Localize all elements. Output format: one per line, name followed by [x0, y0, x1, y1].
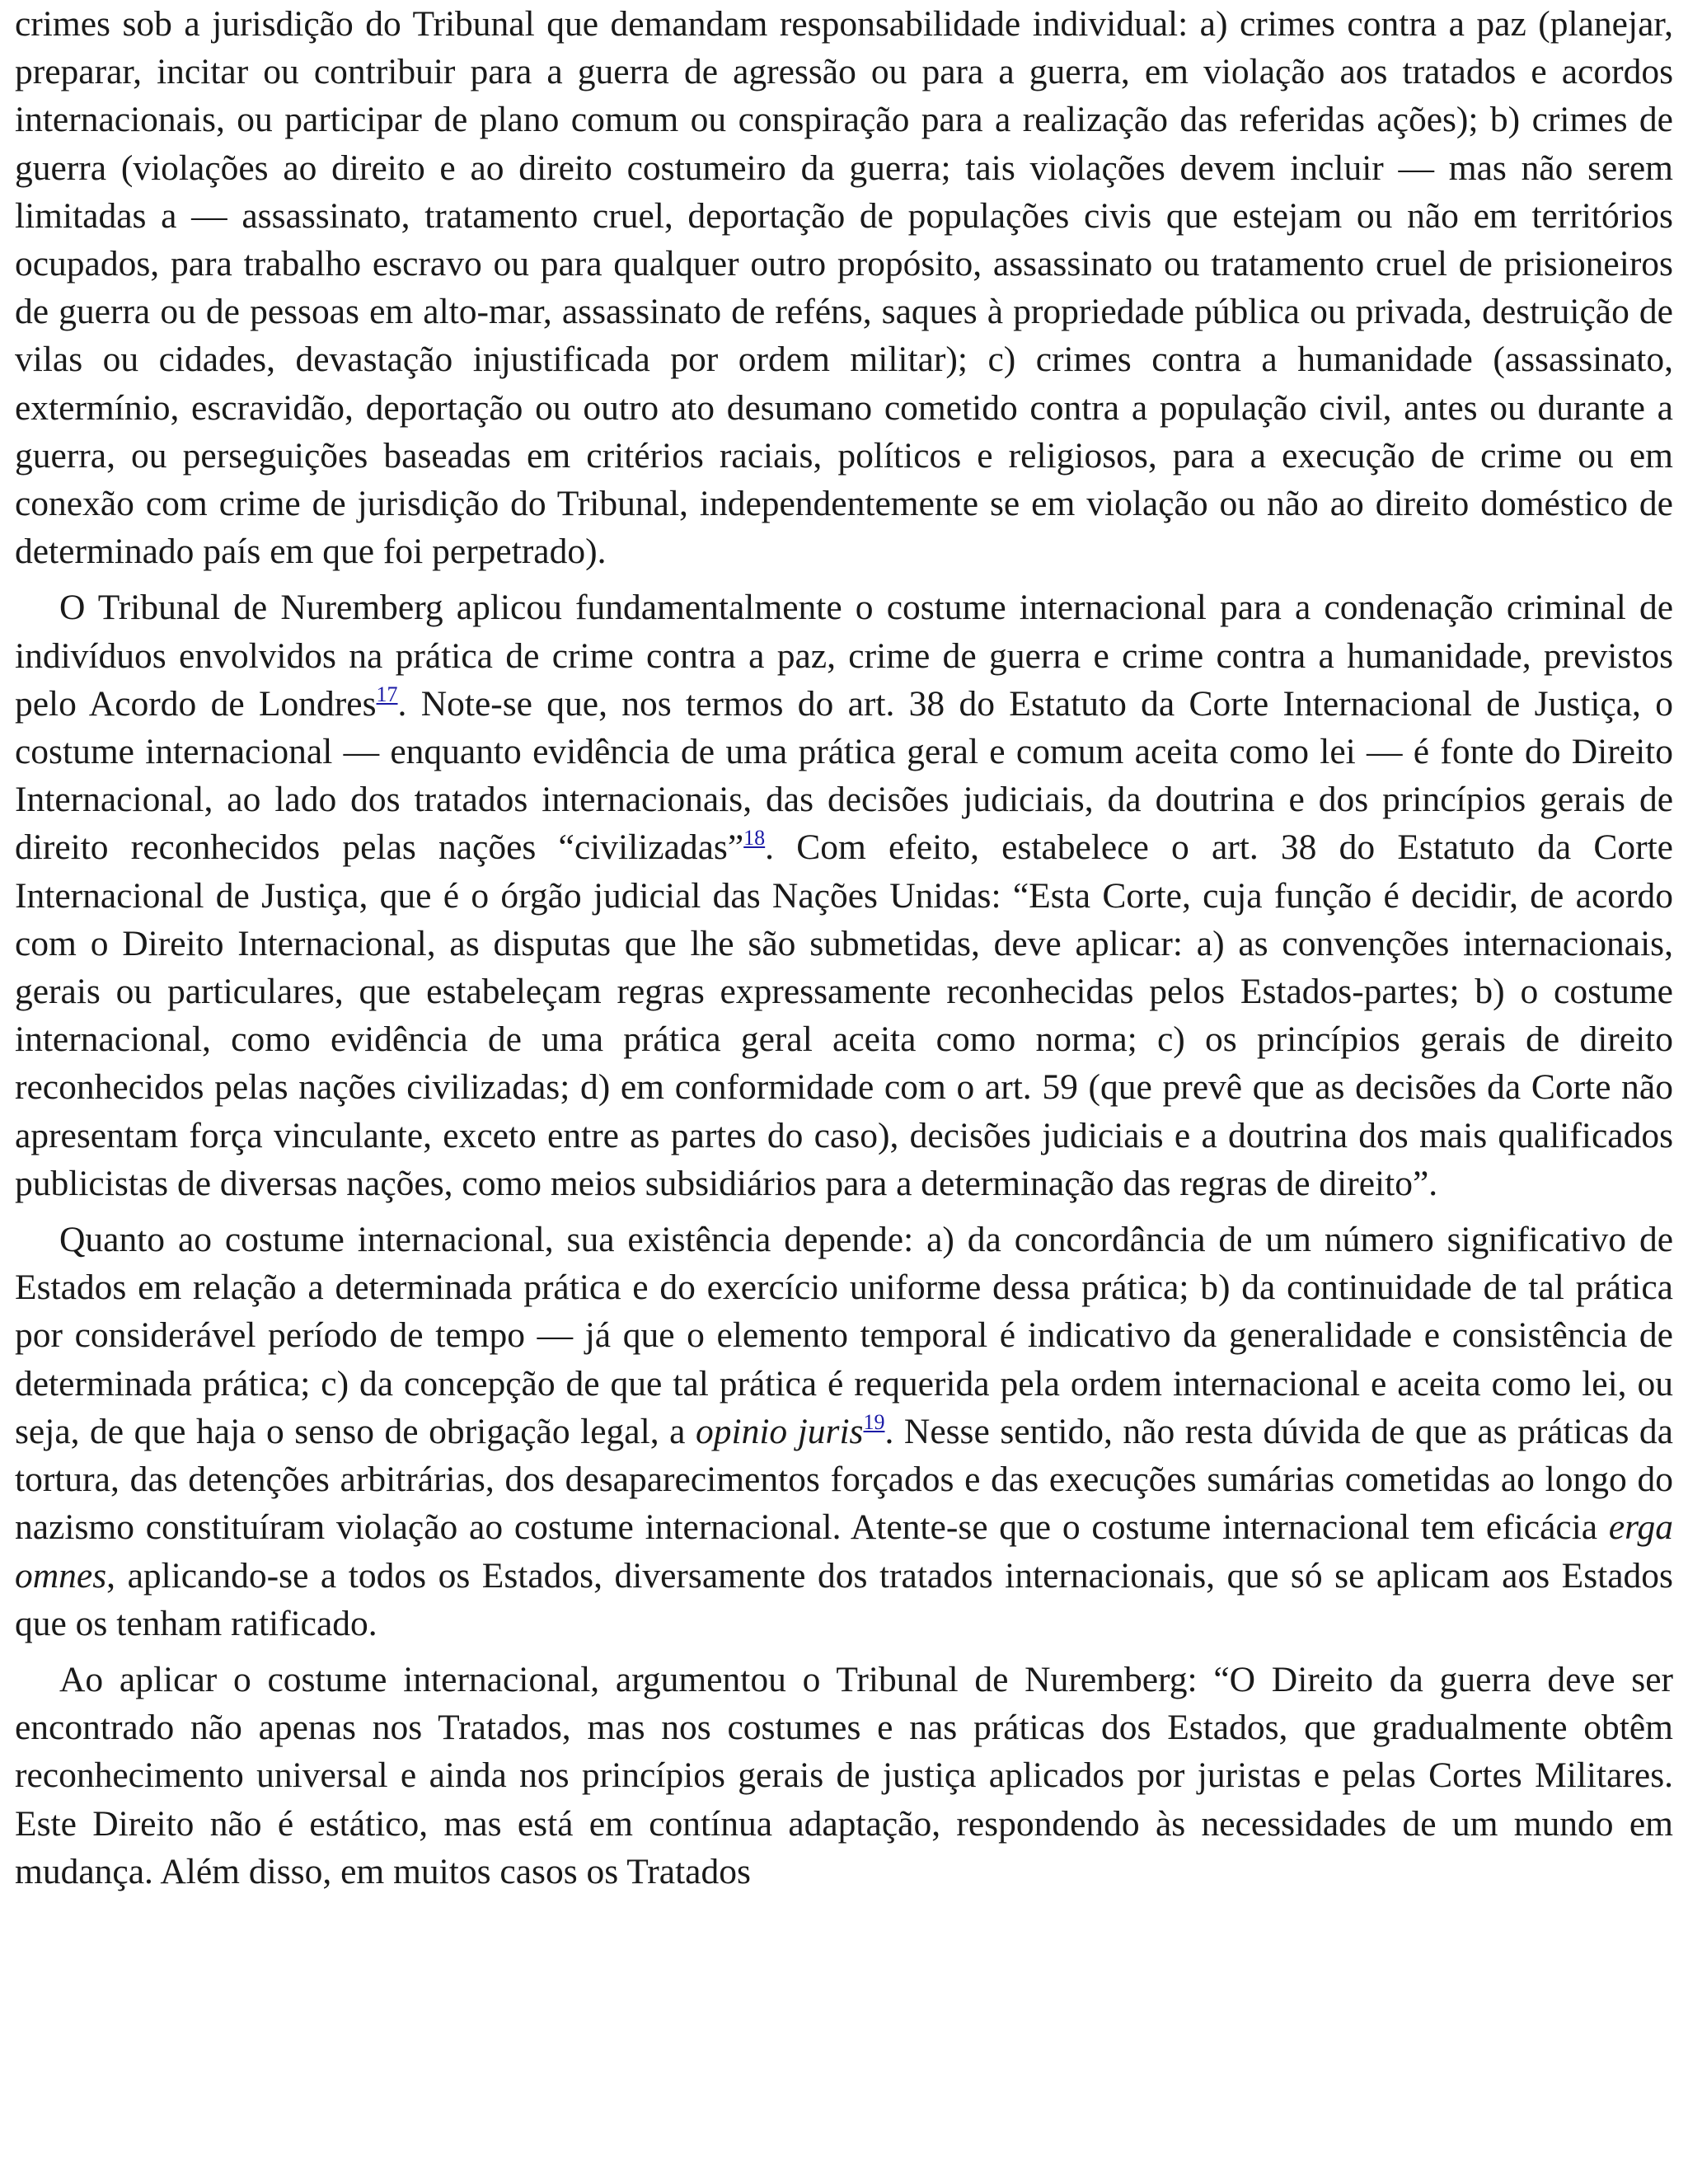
paragraph-text: . Nesse sentido, não resta dúvida de que as práticas da tortura, das detenções arbitrárias, dos desaparecimentos forçados e das execuções sumárias cometidas ao longo do nazismo constituíram violação ao costume internacional. Atente-se que o costume internacional tem eficácia: [15, 1411, 1673, 1548]
footnote-link-19[interactable]: 19: [863, 1409, 885, 1434]
paragraph-text: . Com efeito, estabelece o art. 38 do Estatuto da Corte Internacional de Justiça, que é o órgão judicial das Nações Unidas: “Esta Corte, cuja função é decidir, de acordo com o Direito Internacional, as disputas que lhe são submetidas, deve aplicar: a) as convenções internacionais, gerais ou particulares, que estabeleçam regras expressamente reconhecidas pelos Estados-partes; b) o costume internacional, como evidência de uma prática geral aceita como norma; c) os princípios gerais de direito reconhecidos pelas nações civilizadas; d) em conformidade com o art. 59 (que prevê que as decisões da Corte não apresentam força vinculante, exceto entre as partes do caso), decisões judiciais e a doutrina dos mais qualificados publicistas de diversas nações, como meios subsidiários para a determinação das regras de direito”.: [15, 827, 1673, 1203]
paragraph-nuremberg-custom: [15, 583, 1673, 1207]
footnote-link-18[interactable]: 18: [743, 826, 766, 851]
paragraph-text: , aplicando-se a todos os Estados, diversamente dos tratados internacionais, que só se aplicam aos Estados que os tenham ratificado.: [15, 1555, 1673, 1643]
paragraph-text: crimes sob a jurisdição do Tribunal que demandam responsabilidade individual: a) crimes contra a paz (planejar, preparar, incitar ou contribuir para a guerra de agressão ou para a guerra, em violação aos tratados e acordos internacionais, ou participar de plano comum ou conspiração para a realização das referidas ações); b) crimes de guerra (violações ao direito e ao direito costumeiro da guerra; tais violações devem incluir — mas não serem limitadas a — assassinato, tratamento cruel, deportação de populações civis que estejam ou não em territórios ocupados, para trabalho escravo ou para qualquer outro propósito, assassinato ou tratamento cruel de prisioneiros de guerra ou de pessoas em alto-mar, assassinato de reféns, saques à propriedade pública ou privada, destruição de vilas ou cidades, devastação injustificada por ordem militar); c) crimes contra a humanidade (assassinato, extermínio, escravidão, deportação ou outro ato desumano cometido contra a população civil, antes ou durante a guerra, ou perseguições baseadas em critérios raciais, políticos e religiosos, para a execução de crime ou em conexão com crime de jurisdição do Tribunal, independentemente se em violação ou não ao direito doméstico de determinado país em que foi perpetrado).: [15, 4, 1673, 572]
document-page: [15, 0, 1673, 1904]
paragraph-custom-existence: [15, 1216, 1673, 1647]
paragraph-text: O Tribunal de Nuremberg aplicou fundamentalmente o costume internacional para a condenação criminal de indivíduos envolvidos na prática de crime contra a paz, crime de guerra e crime contra a humanidade, previstos pelo Acordo de Londres: [15, 588, 1673, 724]
paragraph-crimes-list: [15, 0, 1673, 575]
italic-term-opinio-juris: opinio juris: [695, 1411, 864, 1451]
paragraph-text: Ao aplicar o costume internacional, argumentou o Tribunal de Nuremberg: “O Direito da guerra deve ser encontrado não apenas nos Tratados, mas nos costumes e nas práticas dos Estados, que gradualmente obtêm reconhecimento universal e ainda nos princípios gerais de justiça aplicados por juristas e pelas Cortes Militares. Este Direito não é estático, mas está em contínua adaptação, respondendo às necessidades de um mundo em mudança. Além disso, em muitos casos os Tratados: [15, 1659, 1673, 1891]
paragraph-text: . Note-se que, nos termos do art. 38 do Estatuto da Corte Internacional de Justiça, o costume internacional — enquanto evidência de uma prática geral e comum aceita como lei — é fonte do Direito Internacional, ao lado dos tratados internacionais, das decisões judiciais, da doutrina e dos princípios gerais de direito reconhecidos pelas nações “civilizadas”: [15, 683, 1673, 868]
paragraph-tribunal-argument: [15, 1656, 1673, 1896]
italic-term-erga-omnes: erga omnes: [15, 1507, 1673, 1596]
paragraph-text: Quanto ao costume internacional, sua existência depende: a) da concordância de um número significativo de Estados em relação a determinada prática e do exercício uniforme dessa prática; b) da continuidade de tal prática por considerável período de tempo — já que o elemento temporal é indicativo da generalidade e consistência de determinada prática; c) da concepção de que tal prática é requerida pela ordem internacional e aceita como lei, ou seja, de que haja o senso de obrigação legal, a: [15, 1220, 1673, 1451]
footnote-link-17[interactable]: 17: [376, 682, 398, 706]
